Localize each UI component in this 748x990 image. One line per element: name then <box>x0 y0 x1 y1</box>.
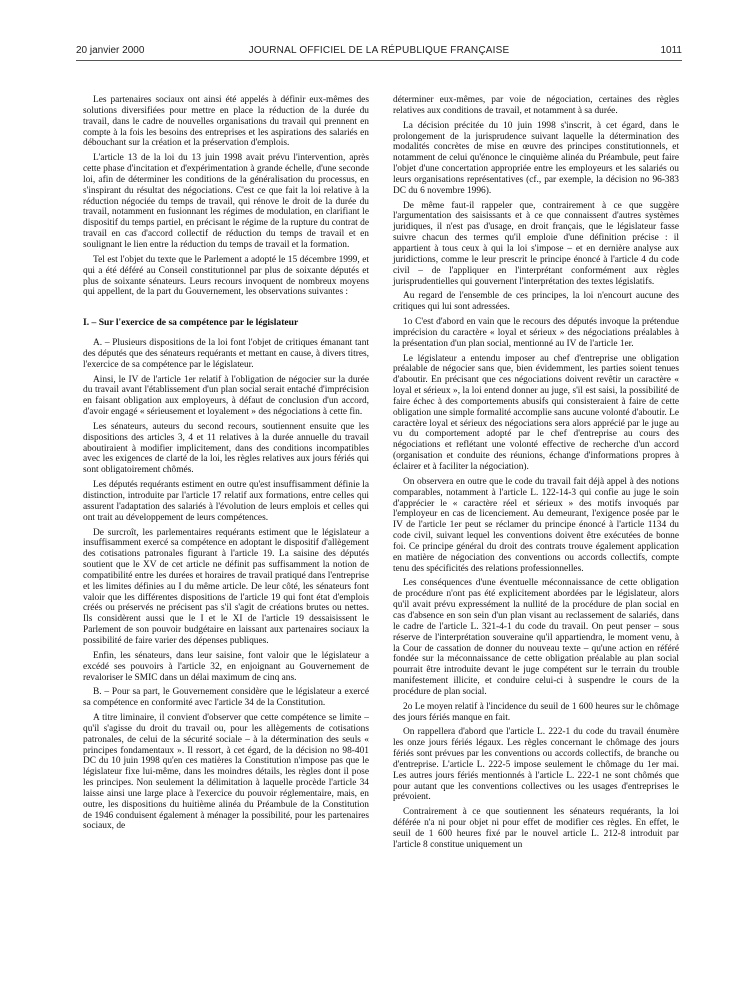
paragraph: A. – Plusieurs dispositions de la loi font l'objet de critiques émanant tant des députés que des sénateurs requérants et mettant en cause, à divers titres, l'exercice de sa compétence par le législateur. <box>83 338 369 370</box>
header-date: 20 janvier 2000 <box>76 45 145 56</box>
paragraph: Les députés requérants estiment en outre qu'est insuffisamment définie la distinction, introduite par l'article 17 relatif aux formations, entre celles qui assurent l'adaptation des salariés à l'évolution de leurs emplois et celles qui ont trait au développement de leurs compétences. <box>83 480 369 523</box>
paragraph: L'article 13 de la loi du 13 juin 1998 avait prévu l'intervention, après cette phase d'incitation et d'expérimentation à grande échelle, d'une seconde loi, afin de déterminer les conditions de la généralisation du processus, en s'inspirant du résultat des négociations. C'est ce que fait la loi relative à la réduction négociée du temps de travail, qui rénove le droit de la durée du travail, notamment en fusionnant les régimes de modulation, en clarifiant le dispositif du temps partiel, en précisant le régime de la rupture du contrat de travail en cas d'accord collectif de réduction du temps de travail et en soulignant le lien entre la réduction du temps de travail et la formation. <box>83 153 369 250</box>
paragraph: On rappellera d'abord que l'article L. 222-1 du code du travail énumère les onze jours fériés légaux. Les règles concernant le chômage des jours fériés sont prévues par les conventions ou accords collectifs, de branche ou d'entreprise. L'article L. 222-5 impose seulement le chômage du 1er mai. Les autres jours fériés mentionnés à l'article L. 222-1 ne sont chômés que pour autant que les conventions collectives ou les usages d'entreprises le prévoient. <box>393 727 679 803</box>
paragraph: De surcroît, les parlementaires requérants estiment que le législateur a insuffisamment exercé sa compétence en adoptant le dispositif d'allègement des cotisations patronales figurant à l'article 19. La saisine des députés soutient que le XV de cet article ne définit pas suffisamment la notion de compatibilité entre les durées et horaires de travail pratiqué dans l'entreprise et les limites définies au I du même article. De leur côté, les sénateurs font valoir que les différentes dispositions de l'article 19 qui font état d'emplois créés ou préservés ne précisent pas s'il s'agit de créations brutes ou nettes. Ils considèrent aussi que le I et le XI de l'article 19 dessaisissent le Parlement de son pouvoir budgétaire en laissant aux partenaires sociaux la possibilité de faire varier des dépenses publiques. <box>83 527 369 646</box>
paragraph: Le législateur a entendu imposer au chef d'entreprise une obligation préalable de négocier sans que, bien évidemment, les parties soient tenues d'aboutir. En précisant que ces négociations doivent revêtir un caractère « loyal et sérieux », la loi entend donner au juge, s'il est saisi, la possibilité de faire échec à des comportements abusifs qui consisteraient à faire de cette obligation une simple formalité accomplie sans aucune volonté d'aboutir. Le caractère loyal et sérieux des négociations sera alors apprécié par le juge au vu du comportement adopté par le chef d'entreprise au cours des négociations et reflétant une volonté effective de recherche d'un accord (organisation et conduite des réunions, échange d'informations propres à éclairer et à faciliter la négociation). <box>393 353 679 472</box>
paragraph: On observera en outre que le code du travail fait déjà appel à des notions comparables, notamment à l'article L. 122-14-3 qui confie au juge le soin d'apprécier le « caractère réel et sérieux » des motifs invoqués par l'employeur en cas de licenciement. Au demeurant, l'exigence posée par le IV de l'article 1er peut se réclamer du principe énoncé à l'article 1134 du code civil, suivant lequel les conventions doivent être exécutées de bonne foi. Ce principe général du droit des contrats trouve également application en matière de négociation des conventions ou accords collectifs, compte tenu des spécificités des relations professionnelles. <box>393 476 679 574</box>
paragraph: Au regard de l'ensemble de ces principes, la loi n'encourt aucune des critiques qui lui sont adressées. <box>393 291 679 313</box>
page-header <box>76 45 682 59</box>
paragraph: 2o Le moyen relatif à l'incidence du seuil de 1 600 heures sur le chômage des jours fériés manque en fait. <box>393 701 679 723</box>
paragraph: Contrairement à ce que soutiennent les sénateurs requérants, la loi déférée n'a ni pour objet ni pour effet de modifier ces règles. En effet, le seuil de 1 600 heures fixé par le nouvel article L. 212-8 introduit par l'article 8 constitue uniquement un <box>393 807 679 850</box>
paragraph-continued: déterminer eux-mêmes, par voie de négociation, certaines des règles relatives aux conditions de travail, et notamment à sa durée. <box>393 95 679 116</box>
paragraph: Enfin, les sénateurs, dans leur saisine, font valoir que le législateur a excédé ses pouvoirs à l'article 32, en enjoignant au Gouvernement de revaloriser le SMIC dans un délai maximum de cinq ans. <box>83 650 369 683</box>
section-heading: I. – Sur l'exercice de sa compétence par le législateur <box>83 317 299 329</box>
paragraph: A titre liminaire, il convient d'observer que cette compétence se limite – qu'il s'agisse du droit du travail ou, pour les allègements de cotisations patronales, de celui de la sécurité sociale – à la détermination des seuls « principes fondamentaux ». Il ressort, à cet égard, de la décision no 98-401 DC du 10 juin 1998 qu'en ces matières la Constitution n'impose pas que le législateur fixe lui-même, dans les moindres détails, les règles dont il pose les principes. Non seulement la délimitation à laquelle procède l'article 34 laisse ainsi une large place à l'exercice du pouvoir réglementaire, mais, en outre, les dispositions du huitième alinéa du Préambule de la Constitution de 1946 conduisent également à ménager la possibilité, pour les partenaires sociaux, de <box>83 713 369 832</box>
paragraph: De même faut-il rappeler que, contrairement à ce que suggère l'argumentation des saisissants et à ce que connaissent d'autres systèmes juridiques, il n'est pas d'usage, en droit français, que le législateur fasse suivre chacun des termes qu'il emploie d'une définition précise : il appartient à tous ceux à qui la loi s'impose – et en dernière analyse aux juridictions, comme le leur prescrit le principe énoncé à l'article 4 du code civil – de l'appliquer en l'interprétant conformément aux règles jurisprudentielles qui gouvernent l'interprétation des textes législatifs. <box>393 200 679 287</box>
paragraph: Les partenaires sociaux ont ainsi été appelés à définir eux-mêmes des solutions diversifiées pour mettre en place la réduction de la durée du travail, dans le cadre de nouvelles organisations du travail qui prennent en compte à la fois les besoins des entreprises et les aspirations des salariés en débouchant sur la création et la préservation d'emplois. <box>83 95 369 149</box>
page-number: 1011 <box>660 45 682 56</box>
paragraph: Les conséquences d'une éventuelle méconnaissance de cette obligation de procédure n'ont pas été explicitement abordées par le législateur, alors qu'il avait prévu expressément la nullité de la procédure de plan social en cas d'absence en son sein d'un plan visant au reclassement de salariés, dans le cadre de l'article L. 321-4-1 du code du travail. On peut penser – sous réserve de l'interprétation souveraine qu'il appartiendra, le moment venu, à la Cour de cassation de donner du nouveau texte – qu'une action en référé fondée sur la méconnaissance de cette obligation préalable au plan social pourrait être introduite devant le juge compétent sur le terrain du trouble manifestement illicite, et conduire celui-ci à suspendre le cours de la procédure de plan social. <box>393 578 679 697</box>
paragraph: Tel est l'objet du texte que le Parlement a adopté le 15 décembre 1999, et qui a été déféré au Conseil constitutionnel par plus de soixante députés et plus de soixante sénateurs. Leurs recours invoquent de nombreux moyens qui appellent, de la part du Gouvernement, les observations suivantes : <box>83 254 369 298</box>
paragraph: 1o C'est d'abord en vain que le recours des députés invoque la prétendue imprécision du caractère « loyal et sérieux » des négociations préalables à la présentation d'un plan social, mentionné au IV de l'article 1er. <box>393 317 679 349</box>
paragraph: La décision précitée du 10 juin 1998 s'inscrit, à cet égard, dans le prolongement de la jurisprudence suivant laquelle la détermination des modalités concrètes de mise en œuvre des principes constitutionnels, et notamment de celui qu'énonce le cinquième alinéa du Préambule, peut faire l'objet d'une concertation appropriée entre les employeurs et les salariés ou leurs organisations représentatives (cf., par exemple, la décision no 96-383 DC du 6 novembre 1996). <box>393 120 679 196</box>
paragraph: Les sénateurs, auteurs du second recours, soutiennent ensuite que les dispositions des articles 3, 4 et 11 relatives à la durée annuelle du travail aboutiraient à modifier implicitement, dans des conditions incompatibles avec les exigences de clarté de la loi, les règles relatives aux jours fériés qui sont obligatoirement chômés. <box>83 421 369 476</box>
header-rule <box>76 60 682 61</box>
left-column <box>83 95 369 836</box>
paragraph: B. – Pour sa part, le Gouvernement considère que le législateur a exercé sa compétence en conformité avec l'article 34 de la Constitution. <box>83 687 369 709</box>
journal-title: JOURNAL OFFICIEL DE LA RÉPUBLIQUE FRANÇAISE <box>248 45 510 56</box>
paragraph: Ainsi, le IV de l'article 1er relatif à l'obligation de négocier sur la durée du travail avant l'établissement d'un plan social serait entaché d'imprécision en faisant obligation aux employeurs, à défaut de conclusion d'un accord, d'avoir engagé « sérieusement et loyalement » des négociations à cette fin. <box>83 374 369 418</box>
right-column <box>393 95 679 855</box>
